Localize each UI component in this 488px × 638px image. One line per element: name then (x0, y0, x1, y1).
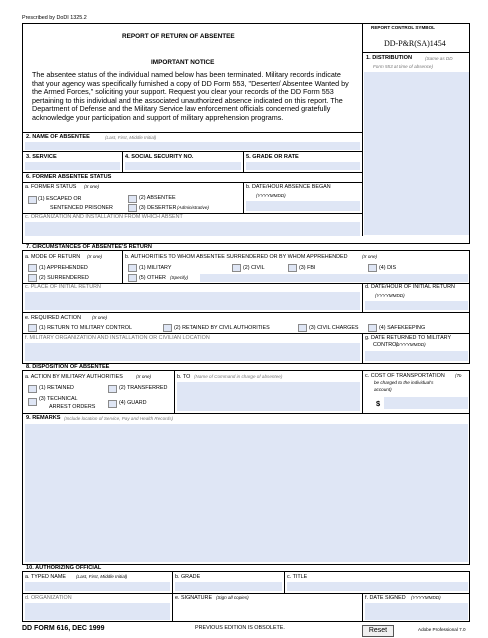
auth-civil-checkbox[interactable] (232, 264, 241, 272)
ssn-field[interactable] (125, 162, 241, 170)
grade-official-field[interactable] (175, 582, 282, 591)
notice-title: IMPORTANT NOTICE (151, 59, 215, 66)
action-civil-charges-checkbox[interactable] (298, 324, 307, 332)
status-escaped-checkbox[interactable] (28, 196, 37, 204)
section-6-title: 6. FORMER ABSENTEE STATUS (26, 174, 112, 180)
action-retained-civil-checkbox[interactable] (163, 324, 172, 332)
prescribed-by: Prescribed by DoDI 1325.2 (22, 15, 87, 21)
action-safekeeping-checkbox[interactable] (368, 324, 377, 332)
disp-retained-checkbox[interactable] (28, 385, 37, 393)
auth-other-checkbox[interactable] (128, 274, 137, 282)
rcs-value: DD-P&R(SA)1454 (384, 39, 446, 48)
date-signed-field[interactable] (365, 603, 468, 620)
absentee-name-field[interactable] (25, 142, 360, 150)
service-field[interactable] (25, 162, 120, 170)
form-title: REPORT OF RETURN OF ABSENTEE (122, 33, 235, 40)
auth-fbi-checkbox[interactable] (288, 264, 297, 272)
section-8-title: 8. DISPOSITION OF ABSENTEE (26, 364, 110, 370)
remarks-field[interactable] (25, 424, 468, 562)
grade-field[interactable] (246, 162, 360, 170)
currency-symbol: $ (376, 399, 381, 408)
rcs-label: REPORT CONTROL SYMBOL (371, 25, 435, 30)
auth-other-specify-field[interactable] (200, 274, 468, 282)
section-7-title: 7. CIRCUMSTANCES OF ABSENTEE'S RETURN (26, 244, 152, 250)
software-note: Adobe Professional 7.0 (418, 627, 466, 632)
mode-surrendered-checkbox[interactable] (28, 274, 37, 282)
notice-body: The absentee status of the individual named below has been terminated. Military records indicate that your agency was specifically furnished a copy of DD Form 553, "Deserter/ Absentee Wanted by the Armed Forces," soliciting your support. Request you clear your records of the DD Form 553 pertaining to this individual and the associated unauthorized absence indicated on this report. The Department of Defense and the Military Service law enforcement officials concerned gratefully acknowledge your participation and support of military apprehension programs. (32, 70, 349, 122)
absence-began-field[interactable] (246, 201, 360, 211)
distribution-field[interactable] (364, 72, 469, 235)
previous-edition: PREVIOUS EDITION IS OBSOLETE. (195, 625, 285, 631)
disp-technical-arrest-checkbox[interactable] (28, 398, 37, 406)
distribution-label: 1. DISTRIBUTION (366, 55, 412, 61)
initial-return-date-field[interactable] (365, 301, 468, 310)
organization-absent-field[interactable] (25, 222, 360, 236)
title-field[interactable] (287, 582, 468, 591)
action-return-military-checkbox[interactable] (28, 324, 37, 332)
remarks-label: 9. REMARKS (26, 415, 61, 421)
section-10-title: 10. AUTHORIZING OFFICIAL (26, 565, 102, 571)
mode-apprehended-checkbox[interactable] (28, 264, 37, 272)
status-absentee-checkbox[interactable] (128, 195, 137, 203)
disposition-to-field[interactable] (177, 382, 360, 411)
disp-guard-checkbox[interactable] (108, 400, 117, 408)
transport-cost-field[interactable] (384, 397, 468, 409)
typed-name-field[interactable] (25, 582, 170, 591)
status-deserter-checkbox[interactable] (128, 204, 137, 212)
form-id: DD FORM 616, DEC 1999 (22, 625, 105, 632)
military-org-location-field[interactable] (25, 343, 360, 361)
place-initial-return-field[interactable] (25, 292, 360, 310)
auth-military-checkbox[interactable] (128, 264, 137, 272)
disp-transferred-checkbox[interactable] (108, 385, 117, 393)
reset-button[interactable]: Reset (362, 625, 394, 637)
auth-dis-checkbox[interactable] (368, 264, 377, 272)
date-returned-field[interactable] (365, 351, 468, 361)
organization-field[interactable] (25, 603, 170, 620)
